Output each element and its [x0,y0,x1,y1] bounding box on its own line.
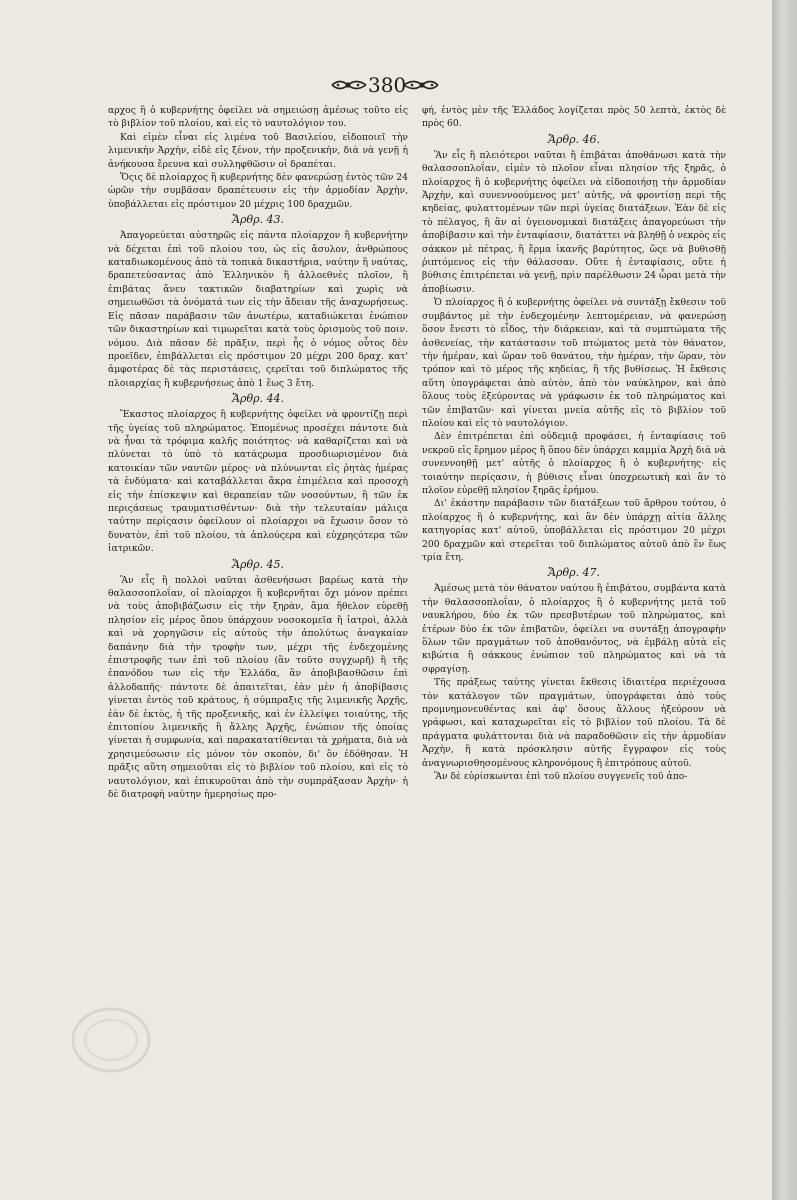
paragraph: Ἂν εἷς ἢ πλειότεροι ναῦται ἢ ἐπιβάται ἀποθάνωσι κατὰ τὴν θαλασσοπλοΐαν, εἰμὲν τὸ πλοῖον εἶναι πλησίον τῆς ξηρᾶς, ὁ πλοίαρχος ἢ ὁ κυβερνήτης ὀφείλει νὰ εἰδοποιήσῃ τὴν ἁρμοδίαν Ἀρχὴν, καὶ συνεννοούμενος μετ' αὐτῆς, νὰ φροντίσῃ περὶ τῆς κηδείας, φυλαττομένων τῶν περὶ ὑγείας διατάξεων. Ἐὰν δὲ εἰς τὸ πέλαγος, ἢ ἂν αἱ ὑγειονομικαὶ διατάξεις ἀπαγορεύωσι τὴν ἀποβίβασιν καὶ τὴν ἐνταφίασιν, διατάττει νὰ βληθῇ ὁ νεκρὸς εἰς σάκκον μὲ πέτρας, ἢ ἕρμα ἱκανῆς βαρύτητος, ὥςε νὰ βυθισθῇ ῥιπτόμενος εἰς τὴν θάλασσαν. Οὔτε ἡ ἐνταφίασις, οὔτε ἡ βύθισις ἐπιτρέπεται νὰ γενῇ, πρὶν παρέλθωσιν 24 ὧραι μετὰ τὴν ἀποβίωσιν. [422,149,726,295]
paragraph: Καὶ εἰμὲν εἶναι εἰς λιμένα τοῦ Βασιλείου, εἰδοποιεῖ τὴν λιμενικὴν Ἀρχὴν, εἰδὲ εἰς ξένον, τὴν προξενικὴν, διὰ νὰ γενῇ ἡ ἀνήκουσα ἔρευνα καὶ συλληφθῶσιν οἱ δραπέται. [108,131,408,170]
page-number: 380 [368,73,407,97]
article-heading: Ἄρθρ. 43. [231,213,285,227]
right-ornament-icon [402,78,440,92]
paragraph: Ὁ πλοίαρχος ἢ ὁ κυβερνήτης ὀφείλει νὰ συντάξῃ ἔκθεσιν τοῦ συμβάντος μὲ τὴν ἐνδεχομένην λεπτομέρειαν, νὰ φανερώσῃ ὅσον ἔνεστι τὸ εἶδος, τὴν διάρκειαν, καὶ τὰ συμπτώματα τῆς ἀσθενείας, τὴν κατάστασιν τοῦ πτώματος μετὰ τὸν θάνατον, τὴν ἡμέραν, καὶ ὥραν τοῦ θανάτου, τὴν ἡμέραν, τὴν ὥραν, τὸν τρόπον καὶ τὸ μέρος τῆς κηδείας, ἢ τῆς βυθίσεως. Ἡ ἔκθεσις αὕτη ὑπογράφεται ἀπὸ αὐτὸν, ἀπὸ τὸν ναύκληρον, καὶ ἀπὸ ὅλους τοὺς ἐξεύροντας νὰ γράφωσιν ἐκ τοῦ πληρώματος καὶ τῶν ἐπιβατῶν· καὶ γίνεται μνεία αὐτῆς εἰς τὸ βιβλίον τοῦ πλοίου καὶ εἰς τὸ ναυτολόγιον. [422,297,726,429]
article-heading: Ἄρθρ. 47. [547,566,601,580]
article-heading: Ἄρθρ. 44. [231,392,285,406]
article-heading: Ἄρθρ. 45. [231,557,285,571]
paragraph: φή, ἐντὸς μὲν τῆς Ἑλλάδος λογίζεται πρὸς 50 λεπτὰ, ἐκτὸς δὲ πρὸς 60. [422,105,726,130]
page-edge-shadow [772,0,797,1200]
paragraph: αρχος ἢ ὁ κυβερνήτης ὀφείλει νὰ σημειώσῃ ἀμέσως τοῦτο εἰς τὸ βιβλίον τοῦ πλοίου, καὶ εἰς τὸ ναυτολόγιον του. [108,105,408,130]
paragraph: Ἕκαστος πλοίαρχος ἢ κυβερνήτης ὀφείλει νὰ φροντίζῃ περὶ τῆς ὑγείας τοῦ πληρώματος. Ἐπομένως προσέχει πάντοτε διὰ νὰ ἦναι τὰ τρόφιμα καλῆς ποιότητος· νὰ καθαρίζεται καὶ νὰ πλύνεται τὸ ὑπὸ τὸ κατάςρωμα προσδιωρισμένον διὰ κατοικίαν τῶν ναυτῶν μέρος· νὰ πλύνωνται εἰς ῥητὰς ἡμέρας τὰ ἐνδύματα· καὶ καταβάλλεται ἄκρα ἐπιμέλεια καὶ προσοχὴ εἰς τὴν ἐπίσκεψιν καὶ θεραπείαν τῶν νοσούντων, ἢ τῶν ἐκ περιςάσεως τραυματισθέντων· διὰ τὴν τελευταίαν μάλιςα ταύτην περίςασιν ὀφείλουν οἱ πλοίαρχοι νὰ ἔχωσιν ὅσον τὸ δυνατὸν, ἐπὶ τοῦ πλοίου, τὰ ἁπλούςερα καὶ εὐχρηςότερα τῶν ἰατρικῶν. [108,409,408,555]
paragraph: Δὲν ἐπιτρέπεται ἐπὶ οὐδεμιᾷ προφάσει, ἡ ἐνταφίασις τοῦ νεκροῦ εἰς ἔρημον μέρος ἢ ὅπου δὲν ὑπάρχει καμμία Ἀρχὴ διὰ νὰ συνεννοηθῇ μετ' αὐτῆς ὁ πλοίαρχος ἢ ὁ κυβερνήτης· εἰς τοιαύτην περίςασιν, ἡ βύθισις εἶναι ὑποχρεωτικὴ καὶ ἂν τὸ πλοῖον εὑρεθῇ πλησίον ξηρᾶς ἐρήμου. [422,431,726,496]
left-text-column [108,104,408,802]
page-header [330,72,440,98]
article-heading: Ἄρθρ. 46. [547,132,601,146]
faded-library-stamp-icon [70,1005,152,1075]
paragraph: Ἂν εἷς ἢ πολλοὶ ναῦται ἀσθενήσωσι βαρέως κατὰ τὴν θαλασσοπλοΐαν, οἱ πλοίαρχοι ἢ κυβερνῆται ὄχι μόνον πρέπει νὰ τοὺς ἀποβιβάζωσιν εἰς τὴν ξηρὰν, ἅμα ἤθελον εὑρεθῇ πλησίον εἰς μέρος ὅπου ὑπάρχουν νοσοκομεῖα ἢ ἰατροὶ, ἀλλὰ καὶ νὰ χορηγῶσιν εἰς αὐτοὺς τὴν ἀπολύτως ἀναγκαίαν δαπάνην διὰ τὴν τροφὴν των, μέχρι τῆς ἐνδεχομένης ἐπιστροφῆς των ἐπὶ τοῦ πλοίου (ἂν τοῦτο συγχωρῆ) ἢ τῆς ἐπανόδου των εἰς τὴν Ἑλλάδα, ἂν ἀποβιβασθῶσιν ἐπὶ ἀλλοδαπῆς· πάντοτε δὲ ἀπαιτεῖται, ἐὰν μὲν ἡ ἀποβίβασις γίνεται ἐντὸς τοῦ κράτους, ἡ σύμπραξις τῆς λιμενικῆς Ἀρχῆς, ἐὰν δὲ ἐκτὸς, ἡ τῆς προξενικῆς, καὶ ἐν ἐλλείψει τοιαύτης, τῆς ἐπιτοπίου λιμενικῆς ἢ ἄλλης Ἀρχῆς, ἐνώπιον τῆς ὁποίας γίνεται ἡ συμφωνία, καὶ παρακατατίθενται τὰ χρήματα, διὰ νὰ χρησιμεύσωσιν εἰς μόνον τὸν σκοπὸν, δι' ὃν ἐδόθησαν. Ἡ πρᾶξις αὕτη σημειοῦται εἰς τὸ βιβλίον τοῦ πλοίου, καὶ εἰς τὸ ναυτολόγιον, καὶ ἐπικυροῦται ἀπὸ τὴν συμπράξασαν Ἀρχὴν· ἡ δὲ διατροφὴ ναύτην ἡμερησίως προ- [108,574,408,801]
left-ornament-icon [330,78,368,92]
paragraph: Ὅςις δὲ πλοίαρχος ἢ κυβερνήτης δὲν φανερώσῃ ἐντὸς τῶν 24 ὡρῶν τὴν συμβᾶσαν δραπέτευσιν εἰς τὴν ἁρμοδίαν Ἀρχὴν, ὑποβάλλεται εἰς πρόστιμον 20 μέχρις 100 δραχμῶν. [108,172,408,210]
right-text-column [422,104,726,784]
paragraph: Ἂν δὲ εὑρίσκωνται ἐπὶ τοῦ πλοίου συγγενεῖς τοῦ ἀπο- [434,771,688,783]
paragraph: Δι' ἑκάστην παράβασιν τῶν διατάξεων τοῦ ἄρθρου τούτου, ὁ πλοίαρχος ἢ ὁ κυβερνήτης, καὶ ἂν δὲν ὑπάρχῃ αἰτία ἄλλης κατηγορίας κατ' αὐτοῦ, ὑποβάλλεται εἰς πρόστιμον 20 μέχρι 200 δραχμῶν καὶ στερεῖται τοῦ διπλώματος αὐτοῦ ἀπὸ ἓν ἕως τρία ἔτη. [422,498,726,563]
paragraph: Ἀμέσως μετὰ τὸν θάνατον ναύτου ἢ ἐπιβάτου, συμβάντα κατὰ τὴν θαλασσοπλοΐαν, ὁ πλοίαρχος ἢ ὁ κυβερνήτης μετὰ τοῦ ναυκλήρου, δύο ἐκ τῶν πρεσβυτέρων τοῦ πληρώματος, καὶ ἑτέρων δύο ἐκ τῶν ἐπιβατῶν, ὀφείλει να συντάξῃ ἀπογραφὴν ὅλων τῶν πραγμάτων τοῦ ἀποθανόντος, νὰ ἐμβάλῃ αὐτὰ εἰς κιβώτια ἢ σάκκους ἐνώπιον τοῦ πληρώματος καὶ νὰ τὰ σφραγίσῃ. [422,583,726,675]
paragraph: Ἀπαγορεύεται αὐστηρῶς εἰς πάντα πλοίαρχον ἢ κυβερνήτην νὰ δέχεται ἐπὶ τοῦ πλοίου του, ὡς εἰς ἄσυλον, ἀνθρώπους καταδιωκομένους ἀπὸ τὰ τοπικὰ δικαστήρια, ναύτην ἢ ναύτας, δραπετεύσαντας ἀπὸ Ἑλληνικὸν ἢ ἀλλοεθνὲς πλοῖον, ἢ ἐπιβάτας ἄνευ τακτικῶν διαβατηρίων καὶ χωρὶς νὰ σημειωθῶσι τὰ ὀνόματά των εἰς τὴν ἄδειαν τῆς ἀναχωρήσεως. Εἰς πᾶσαν παράβασιν τῶν ἀνωτέρω, καταδιώκεται ἐνώπιον τῶν δικαστηρίων καὶ τιμωρεῖται κατὰ τοὺς ὁρισμοὺς τοῦ ποιν. νόμου. Διὰ πᾶσαν δὲ πρᾶξιν, περὶ ἧς ὁ νόμος οὗτος δὲν προεῖδεν, ἐπιβάλλεται εἰς πρόστιμον 20 μέχρι 200 δραχ. κατ' ἀμφοτέρας δὲ τὰς περιστάσεις, ςερεῖται τοῦ διπλώματος τῆς πλοιαρχίας ἢ κυβερνήσεως ἀπὸ 1 ἕως 3 ἔτη. [108,230,408,389]
paragraph: Τῆς πράξεως ταύτης γίνεται ἔκθεσις ἰδιαιτέρα περιέχουσα τὸν κατάλογον τῶν πραγμάτων, ὑπογράφεται ἀπὸ τοὺς προμνημονευθέντας καὶ ἀφ' ὅσους ἄλλους ἠξεύρουν νὰ γράφωσι, καὶ καταχωρεῖται εἰς τὸ βιβλίον τοῦ πλοίου. Τὰ δὲ πράγματα φυλάττονται διὰ νὰ παραδοθῶσιν εἰς τὴν ἁρμοδίαν Ἀρχὴν, ἢ κατὰ πρόσκλησιν αὐτῆς ἔγγραφον εἰς τοὺς ἀναγνωρισθησομένους κληρονόμους ἢ ἐπιτρόπους αὐτοῦ. [422,677,726,769]
